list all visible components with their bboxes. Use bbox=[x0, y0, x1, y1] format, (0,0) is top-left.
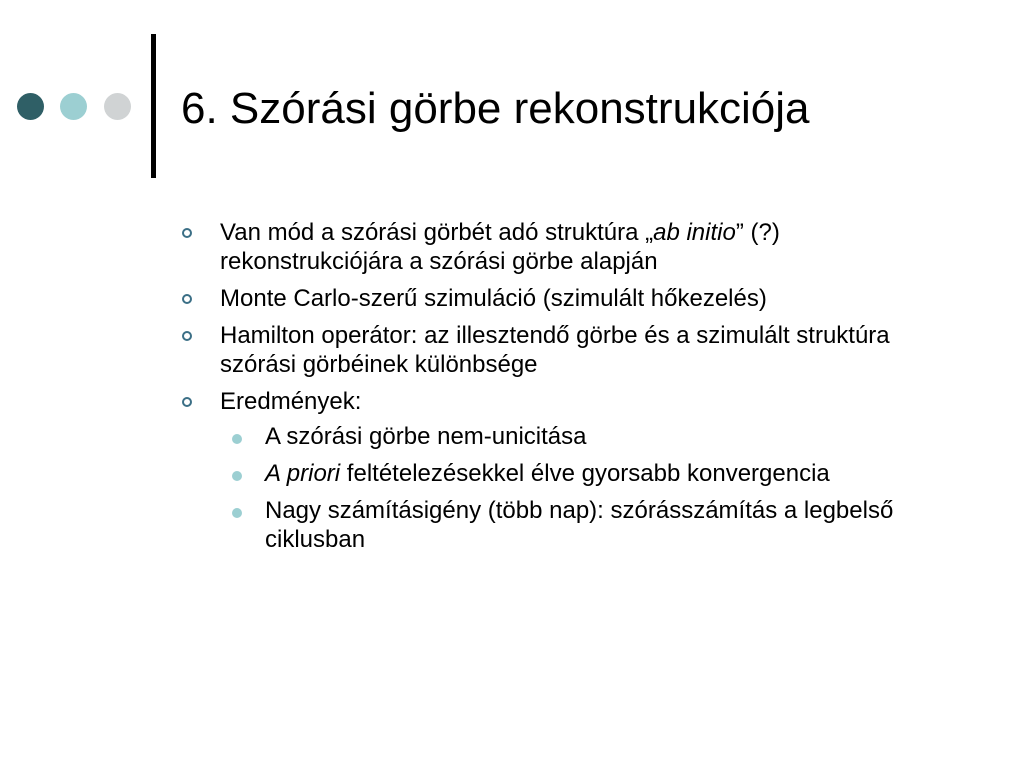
sub-bullet-item-unicity bbox=[220, 422, 962, 451]
circle-bullet-icon bbox=[182, 397, 192, 407]
sub-bullet-text: Nagy számításigény (több nap): szórásszámítás a legbelső ciklusban bbox=[265, 497, 894, 553]
filled-dot-bullet-icon bbox=[232, 434, 242, 444]
dark-teal-dot-decoration bbox=[17, 93, 44, 120]
bullet-text-post: ” (?) rekonstrukciójára a szórási görbe alapján bbox=[220, 219, 780, 275]
bullet-item-ab-initio bbox=[182, 218, 962, 276]
sub-bullet-text-emphasis: A priori bbox=[265, 460, 341, 487]
slide-title: 6. Szórási görbe rekonstrukciója bbox=[181, 84, 810, 133]
gray-dot-decoration bbox=[104, 93, 131, 120]
bullet-item-hamilton bbox=[182, 321, 962, 379]
sub-bullet-item-compute bbox=[220, 496, 962, 554]
bullet-text-emphasis: ab initio bbox=[653, 219, 736, 246]
sub-bullet-list bbox=[220, 422, 962, 554]
bullet-text-pre: Van mód a szórási görbét adó struktúra „ bbox=[220, 219, 654, 246]
circle-bullet-icon bbox=[182, 228, 192, 238]
sub-bullet-text-post: feltételezésekkel élve gyorsabb konvergencia bbox=[340, 460, 830, 487]
bullet-item-monte-carlo bbox=[182, 284, 962, 313]
circle-bullet-icon bbox=[182, 331, 192, 341]
title-divider bbox=[151, 34, 156, 178]
bullet-list bbox=[182, 218, 962, 562]
bullet-text: Hamilton operátor: az illesztendő görbe és a szimulált struktúra szórási görbéinek különbsége bbox=[220, 322, 890, 378]
bullet-text: Monte Carlo-szerű szimuláció (szimulált hőkezelés) bbox=[220, 285, 767, 312]
bullet-text: Eredmények: bbox=[220, 388, 362, 415]
light-teal-dot-decoration bbox=[60, 93, 87, 120]
bullet-item-results bbox=[182, 387, 962, 554]
filled-dot-bullet-icon bbox=[232, 471, 242, 481]
sub-bullet-text: A szórási görbe nem-unicitása bbox=[265, 423, 587, 450]
filled-dot-bullet-icon bbox=[232, 508, 242, 518]
sub-bullet-item-a-priori bbox=[220, 459, 962, 488]
circle-bullet-icon bbox=[182, 294, 192, 304]
